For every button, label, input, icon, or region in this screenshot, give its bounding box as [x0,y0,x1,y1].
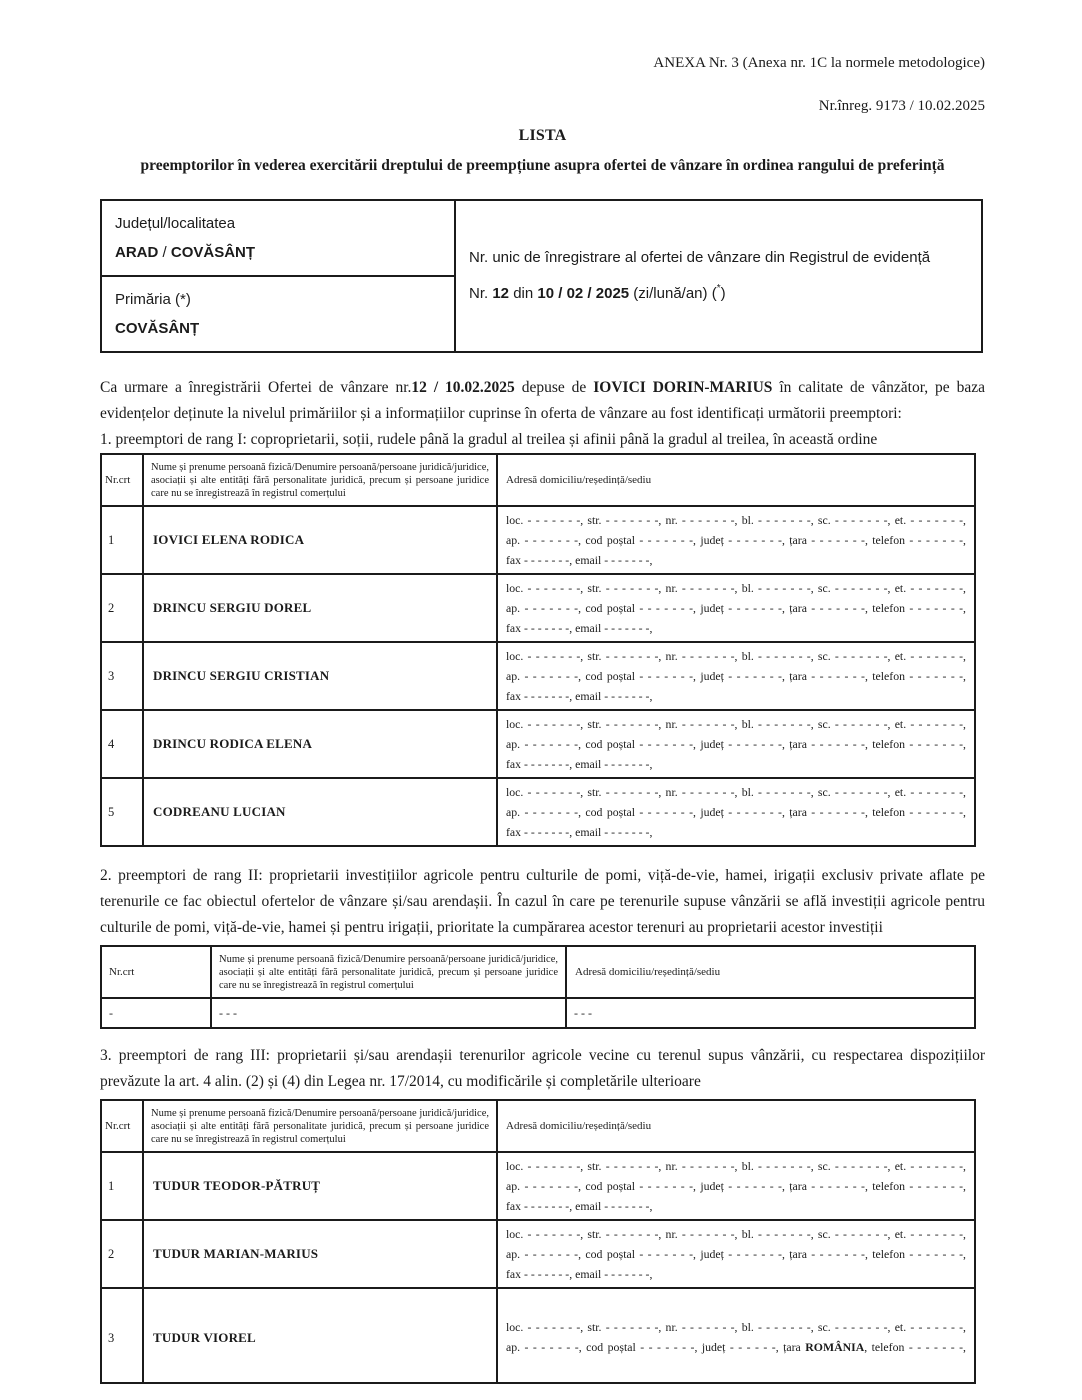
preemptor-name: TUDUR TEODOR-PĂTRUȚ [143,1152,497,1220]
intro-paragraph [100,375,985,427]
info-box-row-county [101,200,982,276]
unique-registration-label: Nr. unic de înregistrare al ofertei de vânzare din Registrul de evidență [469,249,931,266]
address-line-2 [506,1337,966,1357]
preemptor-name: TUDUR MARIAN-MARIUS [143,1220,497,1288]
address-line-1: loc. - - - - - - -, str. - - - - - - -, nr. - - - - - - -, bl. - - - - - - -, sc. - - - - - - -, et. - - - - - - -, [506,785,966,799]
row-number: 3 [101,642,143,710]
preemptor-address [497,506,975,574]
rank2-header-row [101,946,975,998]
intro-text-2: depuse de [514,379,594,396]
rank1-table [100,453,976,847]
address-line-3: fax - - - - - - -, email - - - - - - -, [506,825,653,839]
header-address: Adresă domiciliu/reședință/sediu [566,946,975,998]
info-box-table [100,199,983,353]
offer-date-note: (zi/lună/an) [629,285,712,302]
preemptor-name: CODREANU LUCIAN [143,778,497,846]
address-line-3: fax - - - - - - -, email - - - - - - -, [506,553,653,567]
preemptor-address [497,574,975,642]
rank3-heading: 3. preemptori de rang III: proprietarii și/sau arendașii terenurilor agricole vecine cu terenul supus vânzării, cu respectarea dispozițiilor prevăzute la art. 4 alin. (2) și (4) din Legea nr. 17/2014, cu modificările și completările ulterioare [100,1047,985,1090]
row-number: 1 [101,506,143,574]
offer-nr-prefix: Nr. [469,285,493,302]
offer-reference: 12 / 10.02.2025 [411,379,515,396]
table-row [101,1220,975,1288]
preemptor-name: DRINCU SERGIU CRISTIAN [143,642,497,710]
county-value [115,238,441,267]
primaria-label: Primăria (*) [115,291,191,308]
header-address: Adresă domiciliu/reședință/sediu [497,454,975,506]
address-line-3: fax - - - - - - -, email - - - - - - -, [506,757,653,771]
registration-number-line: Nr.înreg. 9173 / 10.02.2025 [818,98,985,114]
table-row [101,710,975,778]
header-address: Adresă domiciliu/reședință/sediu [497,1100,975,1152]
address-line-2-post: , telefon - - - - - - -, [864,1339,966,1354]
county-cell [101,200,455,276]
anexa-heading: ANEXA Nr. 3 (Anexa nr. 1C la normele metodologice) [653,55,985,71]
preemptor-name: TUDUR VIOREL [143,1288,497,1383]
row-number: 1 [101,1152,143,1220]
row-number: 3 [101,1288,143,1383]
address-line-2: ap. - - - - - - -, cod poștal - - - - - - -, județ - - - - - - -, țara - - - - - - -, telefon - - - - - - -, [506,669,966,683]
asterisk-note: * [716,283,721,294]
address-line-1: loc. - - - - - - -, str. - - - - - - -, nr. - - - - - - -, bl. - - - - - - -, sc. - - - - - - -, et. - - - - - - -, [506,1159,966,1173]
address-line-1: loc. - - - - - - -, str. - - - - - - -, nr. - - - - - - -, bl. - - - - - - -, sc. - - - - - - -, et. - - - - - - -, [506,1227,966,1241]
table-row [101,778,975,846]
address-line-2: ap. - - - - - - -, cod poștal - - - - - - -, județ - - - - - - -, țara - - - - - - -, telefon - - - - - - -, [506,805,966,819]
address-line-2: ap. - - - - - - -, cod poștal - - - - - - -, județ - - - - - - -, țara - - - - - - -, telefon - - - - - - -, [506,1179,966,1193]
table-row [101,1288,975,1383]
country-value: ROMÂNIA [805,1339,865,1354]
rank2-table [100,945,976,1029]
intro-text-3: în calitate de vânzător, pe baza evidențelor deținute la nivelul primăriilor și a informațiilor cuprinse în oferta de vânzare au fost identificați următorii preemptori: [100,379,986,422]
header-nr-crt: Nr.crt [101,1100,143,1152]
address-line-2-pre: ap. - - - - - - -, cod poștal - - - - - - -, județ - - - - - -, țara [506,1339,806,1354]
row-number: 2 [101,1220,143,1288]
locality-name: COVĂSÂNȚ [170,244,256,261]
rank3-header-row [101,1100,975,1152]
preemptor-address [497,778,975,846]
address-line-3: fax - - - - - - -, email - - - - - - -, [506,621,653,635]
preemptor-address [497,1220,975,1288]
document-title: LISTA [518,127,567,144]
address-line-1: loc. - - - - - - -, str. - - - - - - -, nr. - - - - - - -, bl. - - - - - - -, sc. - - - - - - -, et. - - - - - - -, [506,513,966,527]
row-number: 2 [101,574,143,642]
table-row [101,574,975,642]
unique-registration-cell [455,200,982,352]
primaria-cell [101,276,455,352]
rank3-table [100,1099,976,1384]
primaria-value: COVĂSÂNȚ [115,320,200,337]
header-name: Nume și prenume persoană fizică/Denumire persoană/persoane juridică/juridice, asociații și alte entități fără personalitate juridică, precum și persoane juridice care nu se înregistrează în registrul comerțului [143,1100,497,1152]
document-subtitle: preemptorilor în vederea exercitării dreptului de preempțiune asupra ofertei de vânzare în ordinea rangului de preferință [140,157,945,174]
address-line-3: fax - - - - - - -, email - - - - - - -, [506,1199,653,1213]
seller-name: IOVICI DORIN-MARIUS [593,379,773,396]
rank2-heading: 2. preemptori de rang II: proprietarii investițiilor agricole pentru culturile de pomi, viță-de-vie, hamei, irigații exclusiv private aflate pe terenurile ce fac obiectul ofertelor de vânzare și/sau arendașii. În cazul în care pe terenurile supuse vânzării se află investiții agricole pentru culturile de pomi, viță-de-vie, hamei și pentru irigații, prioritate la cumpărarea acestor terenuri au proprietarii acestor investiții [100,867,985,936]
rank1-header-row [101,454,975,506]
address-line-2: ap. - - - - - - -, cod poștal - - - - - - -, județ - - - - - - -, țara - - - - - - -, telefon - - - - - - -, [506,737,966,751]
address-line-1: loc. - - - - - - -, str. - - - - - - -, nr. - - - - - - -, bl. - - - - - - -, sc. - - - - - - -, et. - - - - - - -, [506,649,966,663]
address-line-3: fax - - - - - - -, email - - - - - - -, [506,1267,653,1281]
preemptor-address [497,1288,975,1383]
address-line-3: fax - - - - - - -, email - - - - - - -, [506,689,653,703]
table-row [101,998,975,1028]
row-number: 5 [101,778,143,846]
preemptor-name: DRINCU RODICA ELENA [143,710,497,778]
row-number: 4 [101,710,143,778]
header-nr-crt: Nr.crt [101,454,143,506]
intro-text-1: Ca urmare a înregistrării Ofertei de vânzare nr. [100,379,412,396]
preemptor-name: DRINCU SERGIU DOREL [143,574,497,642]
address-line-1: loc. - - - - - - -, str. - - - - - - -, nr. - - - - - - -, bl. - - - - - - -, sc. - - - - - - -, et. - - - - - - -, [506,1319,966,1334]
preemptor-address [497,710,975,778]
rank3-table-clipped-region [100,1099,985,1354]
header-name: Nume și prenume persoană fizică/Denumire persoană/persoane juridică/juridice, asociații și alte entități fără personalitate juridică, precum și persoane juridice care nu se înregistrează în registrul comerțului [143,454,497,506]
offer-number-line [469,275,968,309]
star-close: ) [720,285,726,302]
address-line-2: ap. - - - - - - -, cod poștal - - - - - - -, județ - - - - - - -, țara - - - - - - -, telefon - - - - - - -, [506,533,966,547]
header-nr-crt: Nr.crt [101,946,211,998]
address-line-2: ap. - - - - - - -, cod poștal - - - - - - -, județ - - - - - - -, țara - - - - - - -, telefon - - - - - - -, [506,1247,966,1261]
preemptor-address [497,642,975,710]
table-row [101,642,975,710]
header-name: Nume și prenume persoană fizică/Denumire persoană/persoane juridică/juridice, asociații și alte entități fără personalitate juridică, precum și persoane juridice care nu se înregistrează în registrul comerțului [211,946,566,998]
address-line-2: ap. - - - - - - -, cod poștal - - - - - - -, județ - - - - - - -, țara - - - - - - -, telefon - - - - - - -, [506,601,966,615]
offer-date: 10 / 02 / 2025 [537,285,630,302]
county-name: ARAD [115,244,159,261]
address-line-1: loc. - - - - - - -, str. - - - - - - -, nr. - - - - - - -, bl. - - - - - - -, sc. - - - - - - -, et. - - - - - - -, [506,581,966,595]
table-row [101,506,975,574]
preemptor-name: IOVICI ELENA RODICA [143,506,497,574]
offer-din: din [509,285,538,302]
county-separator: / [158,244,171,261]
preemptor-address: - - - [566,998,975,1028]
preemptor-address [497,1152,975,1220]
offer-number: 12 [492,285,510,302]
address-line-1: loc. - - - - - - -, str. - - - - - - -, nr. - - - - - - -, bl. - - - - - - -, sc. - - - - - - -, et. - - - - - - -, [506,717,966,731]
county-label: Județul/localitatea [115,215,236,232]
preemptor-name: - - - [211,998,566,1028]
rank1-heading: 1. preemptori de rang I: coproprietarii, soții, rudele până la gradul al treilea și afinii până la gradul al treilea, în această ordine [100,431,878,448]
star-open: ( [711,285,717,302]
row-number: - [101,998,211,1028]
table-row [101,1152,975,1220]
